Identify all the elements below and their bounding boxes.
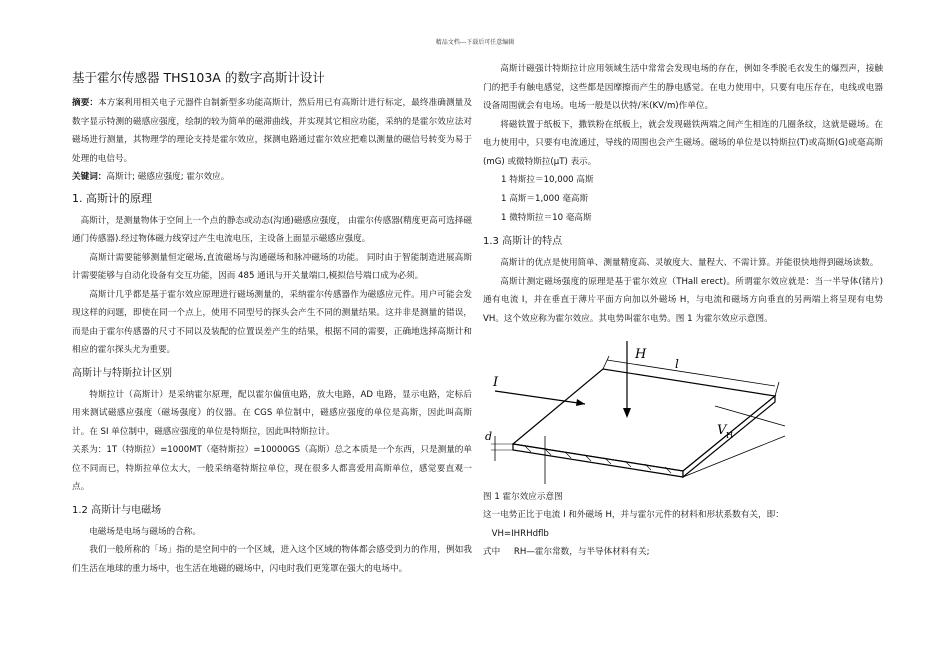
keywords-label: 关键词： <box>72 172 107 182</box>
unit-line-3: 1 微特斯拉＝10 毫高斯 <box>501 213 592 223</box>
sec11-paragraph-1: 特斯拉计（高斯计）是采纳霍尔原理，配以霍尔偏值电路，放大电路，AD 电路，显示电路，定标后用来测试磁感应强度（磁场强度）的仪器。在 CGS 单位制中，磁感应强度的单位是高斯，因此叫高斯计。在 SI 单位制中，磁感应强度的单位是特斯拉，因此叫特斯拉计。 <box>72 389 472 437</box>
formula: VH=IHRHdflb <box>491 528 549 539</box>
label-H: H <box>635 347 647 362</box>
sec11-paragraph-2: 关系为：1T（特斯拉）=1000MT（毫特斯拉）=10000GS（高斯）总之本质是一个东西，只是测量的单位不同而已，特斯拉单位太大，一般采纳毫特斯拉单位，现在很多人都喜爱用高斯单位，感觉要直观一点。 <box>72 445 472 492</box>
left-column <box>72 94 472 578</box>
section-1-1-heading: 高斯计与特斯拉计区别 <box>72 367 172 379</box>
sec12-paragraph-2: 我们一般所称的「场」指的是空间中的一个区域，进入这个区域的物体都会感受到力的作用，例如我们生活在地球的重力场中，也生活在地磁的磁场中，闪电时我们更笼罩在强大的电场中。 <box>72 545 472 574</box>
section-1-2-heading: 1.2 高斯计与电磁场 <box>72 504 162 516</box>
keywords <box>72 168 472 187</box>
abstract-label: 摘要： <box>72 98 99 108</box>
formula-label: 式中 <box>483 547 501 557</box>
section-1-3-heading: 1.3 高斯计的特点 <box>483 236 563 247</box>
label-I: I <box>493 375 499 390</box>
hall-effect-figure <box>485 336 805 486</box>
sec12-paragraph-1: 电磁场是电场与磁场的合称。 <box>89 526 201 537</box>
sec13-paragraph-1: 高斯计的优点是使用简单、测量精度高、灵敏度大、量程大、不需计算。并能很快地得到磁场读数。 <box>500 258 879 268</box>
after-figure-paragraph-2 <box>483 543 883 562</box>
label-d: d <box>485 430 493 443</box>
sec12-paragraph-4: 将磁铁置于纸板下，撒铁粉在纸板上，就会发现磁铁两端之间产生相连的几圈条纹，这就是磁场。在电力使用中，只要有电流通过，导线的周围也会产生磁场。磁场的单位是以特斯拉(T)或高斯(G)或毫高斯(mG) 或微特斯拉(μT) 表示。 <box>483 119 883 167</box>
label-VH: V <box>717 423 727 438</box>
abstract <box>72 94 472 168</box>
after-figure-paragraph-1: 这一电势正比于电流 I 和外磁场 H，并与霍尔元件的材料和形状系数有关，即： <box>483 510 784 520</box>
figure-caption: 图 1 霍尔效应示意图 <box>483 492 563 502</box>
sec13-paragraph-2: 高斯计测定磁场强度的原理是基于霍尔效应（THall erect)。所谓霍尔效应就是：当一半导体(锗片)通有电流 I，并在垂直于薄片平面方向加以外磁场 H，与电流和磁场方向垂直的另两端上将呈现有电势 VH。这个效应称为霍尔效应。其电势叫霍尔电势。图 1 为霍尔效应示意图。 <box>483 276 883 324</box>
abstract-text: 本方案利用相关电子元器件自制新型多功能高斯计，然后用已有高斯计进行标定，最终准确测量及数字显示特测的磁感应强度，绘制的较为简单的磁滞曲线，并实现其它相应功能，采纳的是霍尔效应法对磁场进行测量，其物理学的理论支持是霍尔效应，探测电路通过霍尔效应把难以测量的磁信号转变为易于处理的电信号。 <box>72 98 472 164</box>
label-l: l <box>675 357 679 371</box>
unit-line-2: 1 高斯＝1,000 毫高斯 <box>501 194 589 204</box>
sec1-paragraph-1: 高斯计，是测量物体于空间上一个点的静态或动态(沟通)磁感应强度， 由霍尔传感器(精度更高可选择磁通门传感器).经过物体磁力线穿过产生电流电压，主设备上面显示磁感应强度。 <box>72 215 472 244</box>
right-column <box>483 60 883 562</box>
sec12-paragraph-3: 高斯计磁强计特斯拉计应用领域生活中常常会发现电场的存在，例如冬季脱毛衣发生的爆烈声，接触门的把手有触电感觉，这些都是因摩擦而产生的静电感觉。在电力使用中，只要有电压存在，电线或电器设备周围就会有电场。电场一般是以伏特/米(KV/m)作单位。 <box>483 64 883 111</box>
section-1-heading: 1. 高斯计的原理 <box>72 191 152 205</box>
label-VH-sub: H <box>726 431 733 440</box>
sec1-paragraph-3: 高斯计几乎都是基于霍尔效应原理进行磁场测量的，采纳霍尔传感器作为磁感应元件。用户可能会发现这样的问题，即使在同一个点上，使用不同型号的探头会产生不同的测量结果。这并非是测量的错误，而是由于霍尔传感器的尺寸不同以及装配的位置误差产生的结果，根据不同的需要，正确地选择高斯计和相应的霍尔探头尤为重要。 <box>72 289 472 355</box>
page-title: 基于霍尔传感器 THS103A 的数字高斯计设计 <box>72 70 325 85</box>
formula-desc: RH—霍尔常数，与半导体材料有关; <box>513 547 650 557</box>
sec1-paragraph-2: 高斯计需要能够测量恒定磁场,直流磁场与沟通磁场和脉冲磁场的功能。 同时由于智能制造进展高斯计需要能够与自动化设备有交互功能，因而 485 通讯与开关量端口,模拟信号端口成为必须。 <box>72 252 472 281</box>
header-note: 精品文档---下载后可任意编辑 <box>435 39 515 46</box>
hall-effect-diagram <box>485 336 805 486</box>
unit-line-1: 1 特斯拉＝10,000 高斯 <box>501 175 594 185</box>
keywords-text: 高斯计; 磁感应强度; 霍尔效应。 <box>106 172 230 182</box>
